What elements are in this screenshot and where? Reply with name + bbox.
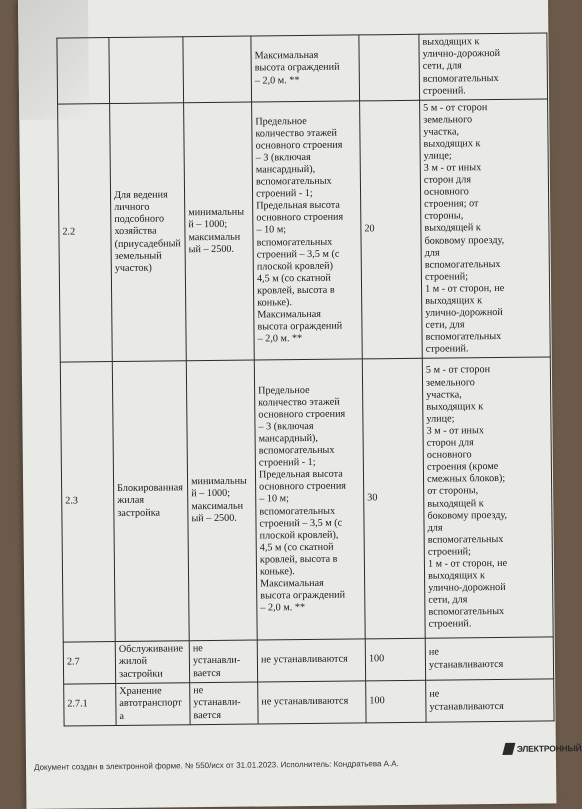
row-setbacks: не устанавливаются bbox=[425, 637, 553, 680]
row-code: 2.3 bbox=[60, 362, 115, 643]
row-limits: Предельное количество этажей основного строения – 3 (включая мансардный), вспомогательных строений - 1; Предельная высота основного строения – 10 м; вспомогательных строений – 3,5 м (с плоской кровлей), 4,5 м (со скатной кровлей, высота в коньке). Максимальная высота ограждений – 2,0 м. ** bbox=[254, 359, 365, 640]
row-area: минимальны й – 1000; максимальн ый – 2500. bbox=[184, 102, 255, 361]
row-name: Для ведения личного подсобного хозяйства (приусадебный земельный участок) bbox=[110, 103, 187, 362]
row-setbacks: 5 м - от сторон земельного участка, выходящих к улице; 3 м - от иных сторон для основного строения (кроме смежных блоков); от стороны, выходящей к боковому проезду, для вспомогательных строений; 1 м - от сторон, не выходящих к улично-дорожной сети, для вспомогательных строений. bbox=[422, 357, 553, 638]
row-setbacks: 5 м - от сторон земельного участка, выходящих к улице; 3 м - от иных сторон для основного строения; от стороны, выходящей к боковому проезду, для вспомогательных строений; 1 м - от сторон, не выходящих к улично-дорожной сети, для вспомогательных строений. bbox=[420, 99, 551, 358]
row-code: 2.7.1 bbox=[64, 684, 116, 727]
zoning-table bbox=[56, 32, 554, 726]
row-area: не устанавли- вается bbox=[189, 640, 257, 683]
logo-text: ЭЛЕКТРОННЫЙ bbox=[516, 743, 582, 754]
row-name: Хранение автотранспорт а bbox=[116, 683, 190, 726]
row-setbacks: выходящих к улично-дорожной сети, для вспомогательных строений. bbox=[419, 33, 548, 100]
table-row bbox=[63, 637, 553, 684]
table-row bbox=[64, 679, 554, 726]
document-page bbox=[18, 0, 582, 809]
row-code: 2.2 bbox=[58, 104, 113, 363]
row-limits: не устанавливаются bbox=[257, 639, 365, 682]
document-footer: Документ создан в электронной форме. № 550/исх от 31.01.2023. Исполнитель: Кондратьева А.А. bbox=[33, 759, 399, 772]
row-code bbox=[57, 38, 110, 105]
row-percent bbox=[359, 34, 420, 101]
row-limits: Предельное количество этажей основного строения – 3 (включая мансардный), вспомогательных строений - 1; Предельная высота основного строения – 10 м; вспомогательных строений – 3,5 м (с плоской кровлей) 4,5 м (со скатной кровлей, высота в коньке). Максимальная высота ограждений – 2,0 м. ** bbox=[252, 101, 363, 360]
row-limits: не устанавливаются bbox=[258, 681, 366, 724]
row-name: Обслуживание жилой застройки bbox=[115, 641, 189, 684]
row-code: 2.7 bbox=[63, 642, 115, 685]
row-percent: 100 bbox=[366, 680, 426, 723]
row-area: минимальны й – 1000; максимальн ый – 2500. bbox=[186, 360, 257, 641]
electronic-document-logo bbox=[504, 739, 582, 758]
logo-mark-icon bbox=[502, 743, 515, 755]
row-area bbox=[183, 36, 252, 103]
table-row bbox=[58, 99, 551, 362]
table-row bbox=[60, 357, 553, 642]
table-row bbox=[57, 33, 548, 104]
row-name bbox=[109, 37, 184, 104]
row-percent: 100 bbox=[365, 638, 425, 681]
row-area: не устанавли- вается bbox=[190, 682, 258, 725]
row-name: Блокированная жилая застройка bbox=[112, 361, 189, 642]
row-percent: 20 bbox=[360, 100, 423, 359]
row-setbacks: не устанавливаются bbox=[426, 679, 554, 722]
row-limits: Максимальная высота ограждений – 2,0 м. ** bbox=[251, 35, 360, 102]
row-percent: 30 bbox=[362, 358, 425, 639]
